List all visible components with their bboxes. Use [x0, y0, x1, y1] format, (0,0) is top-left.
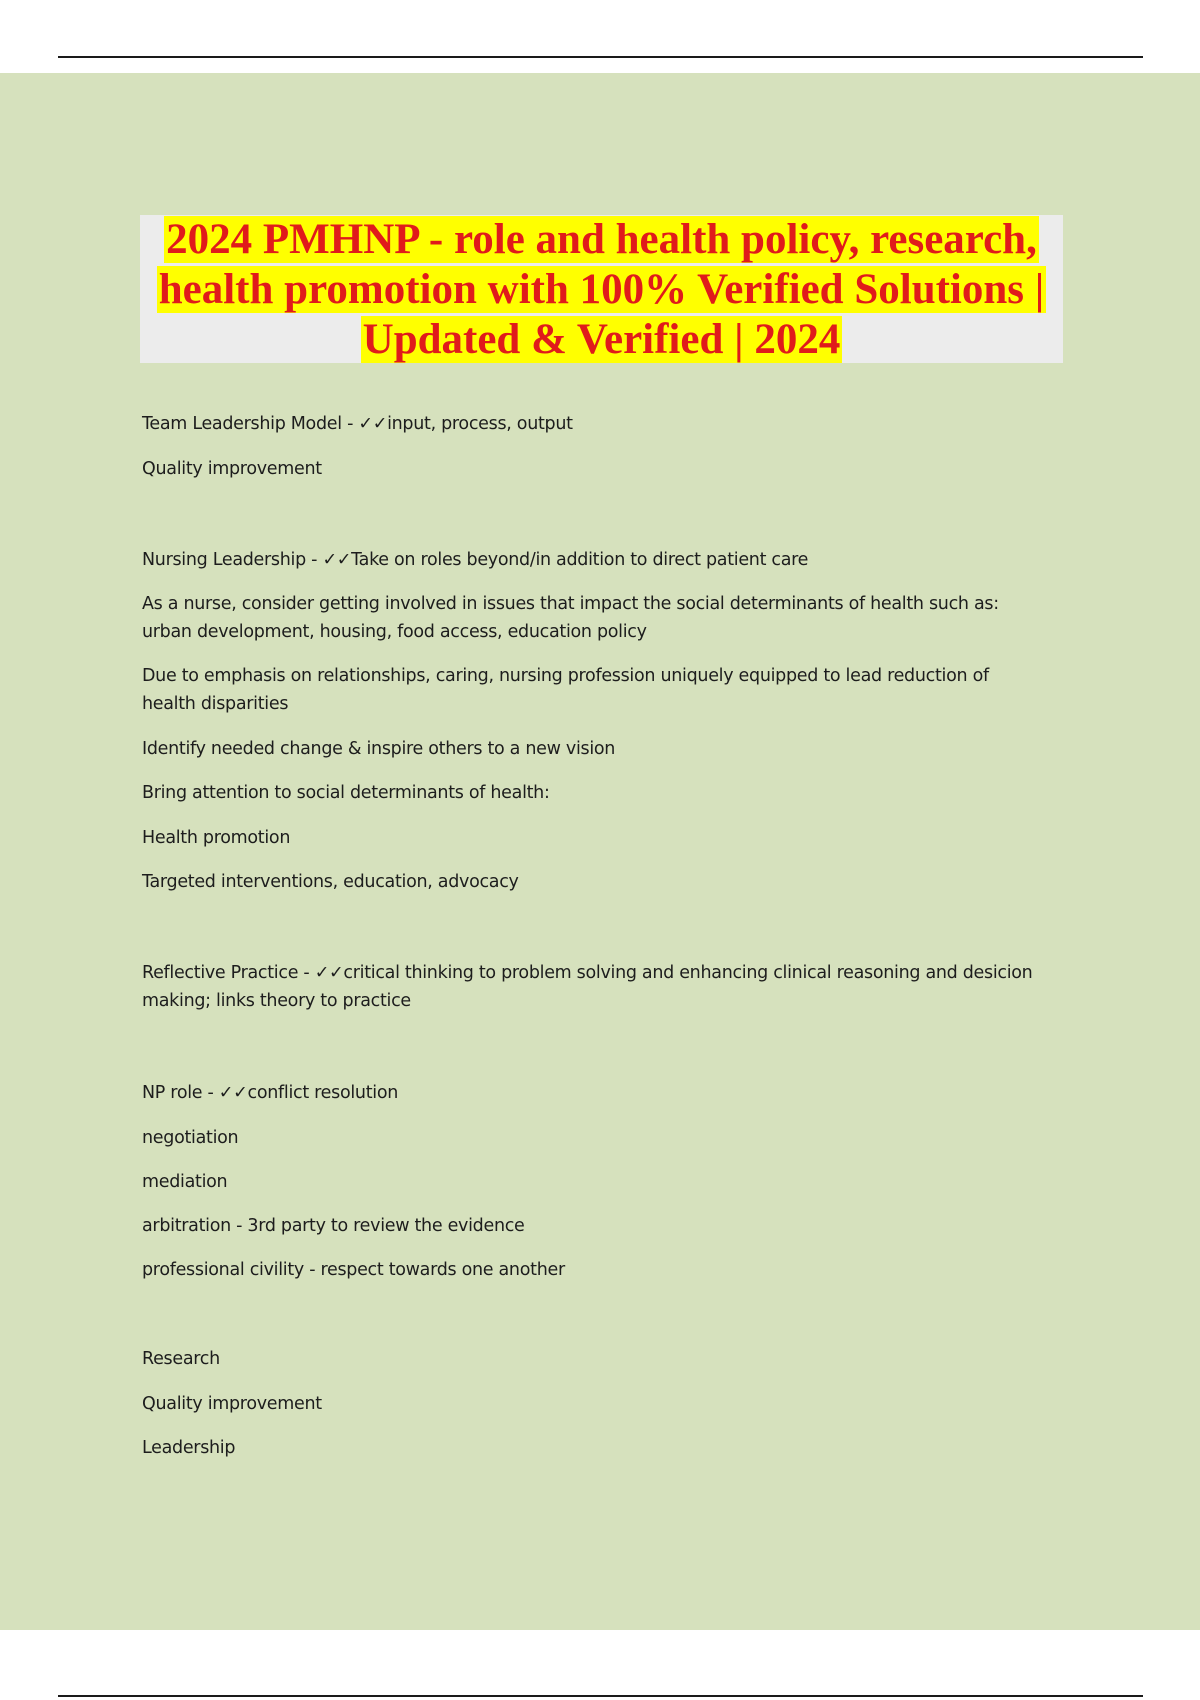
- paragraph-arbitration: arbitration - 3rd party to review the evidence: [142, 1216, 525, 1236]
- paragraph-reflective-practice: Reflective Practice - ✓✓critical thinking to problem solving and enhancing clinical reasoning and desicion making; links theory to practice: [142, 963, 1033, 1011]
- paragraph-professional-civility: professional civility - respect towards one another: [142, 1260, 565, 1280]
- paragraph-quality-improvement: Quality improvement: [142, 459, 322, 479]
- paragraph-health-promotion: Health promotion: [142, 828, 291, 848]
- paragraph-negotiation: negotiation: [142, 1128, 239, 1148]
- paragraph-mediation: mediation: [142, 1172, 228, 1192]
- paragraph-team-leadership: Team Leadership Model - ✓✓input, process, output: [142, 414, 573, 434]
- paragraph-research: Research: [142, 1349, 220, 1369]
- paragraph-nursing-leadership: Nursing Leadership - ✓✓Take on roles beyond/in addition to direct patient care: [142, 550, 809, 570]
- document-title-box: [140, 215, 1063, 363]
- paragraph-np-role: NP role - ✓✓conflict resolution: [142, 1083, 399, 1103]
- footer-rule: [58, 1695, 1143, 1697]
- paragraph-targeted-interventions: Targeted interventions, education, advocacy: [142, 872, 519, 892]
- document-title: 2024 PMHNP - role and health policy, research, health promotion with 100% Verified Solutions | Updated & Verified | 2024: [158, 216, 1045, 363]
- paragraph-identify-change: Identify needed change & inspire others to a new vision: [142, 739, 616, 759]
- paragraph-quality-improvement-2: Quality improvement: [142, 1394, 322, 1414]
- paragraph-bring-attention: Bring attention to social determinants of health:: [142, 783, 550, 803]
- paragraph-health-disparities: Due to emphasis on relationships, caring, nursing profession uniquely equipped to lead reduction of health disparities: [142, 666, 989, 714]
- paragraph-social-determinants: As a nurse, consider getting involved in issues that impact the social determinants of health such as: urban development, housing, food access, education policy: [142, 594, 999, 642]
- header-rule: [58, 56, 1143, 58]
- paragraph-leadership: Leadership: [142, 1438, 236, 1458]
